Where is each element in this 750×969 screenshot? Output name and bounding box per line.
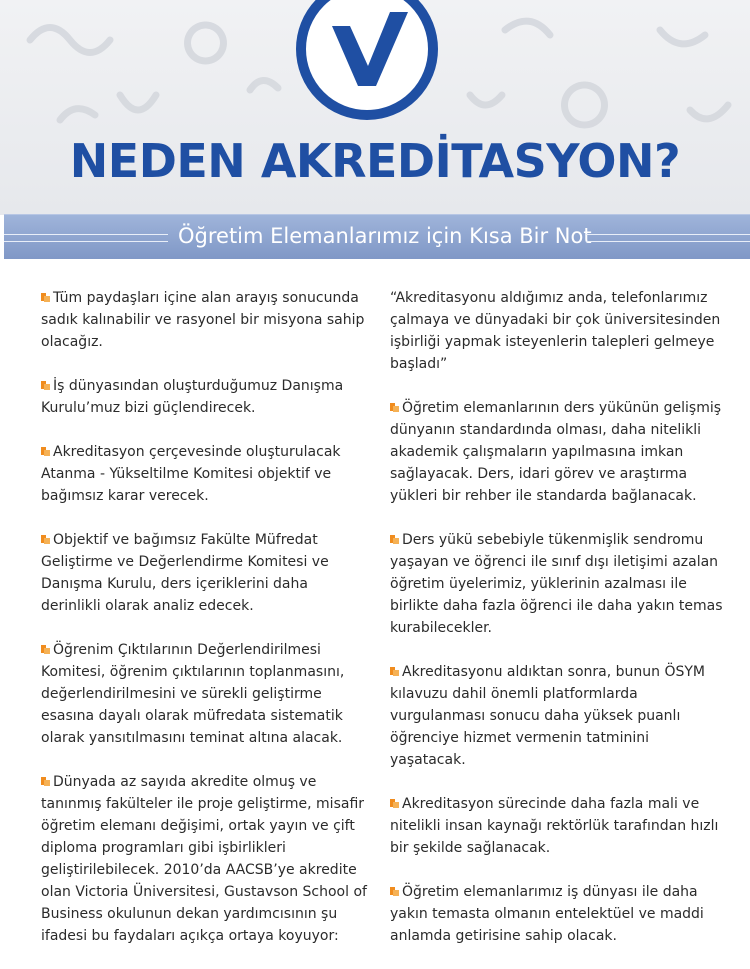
list-item: Ders yükü sebebiyle tükenmişlik sendromu yaşayan ve öğrenci ile sınıf dışı iletişimi azalan öğretim üyelerimiz, yüklerinin azalması ile birlikte daha fazla öğrenci ile daha yakın temas kurabilecekler.: [390, 532, 723, 636]
band-divider-left: [4, 234, 168, 242]
page-title: NEDEN AKREDİTASYON?: [69, 134, 681, 188]
subtitle: Öğretim Elemanlarımız için Kısa Bir Not: [178, 224, 592, 248]
checkmark-circle-icon: [292, 0, 442, 124]
list-item: Akreditasyon sürecinde daha fazla mali ve nitelikli insan kaynağı rektörlük tarafından hızlı bir şekilde sağlanacak.: [390, 796, 719, 856]
right-column: [390, 287, 725, 969]
band-divider-right: [586, 234, 750, 242]
list-item: Tüm paydaşları içine alan arayış sonucunda sadık kalınabilir ve rasyonel bir misyona sahip olacağız.: [41, 290, 365, 350]
list-item: Akreditasyon çerçevesinde oluşturulacak Atanma - Yükseltilme Komitesi objektif ve bağımsız karar verecek.: [41, 444, 341, 504]
list-item: Akreditasyonu aldıktan sonra, bunun ÖSYM kılavuzu dahil önemli platformlarda vurgulanması sonucu daha yüksek puanlı öğrenciye hizmet vermenin tatminini yaşatacak.: [390, 664, 706, 768]
list-item: Öğrenim Çıktılarının Değerlendirilmesi Komitesi, öğrenim çıktılarının toplanmasını, değerlendirilmesini ve sürekli geliştirme esasına dayalı olarak müfredata sistematik olarak yansıtılmasını teminat altına alacak.: [41, 642, 345, 746]
bullet-icon: [390, 887, 399, 896]
bullet-icon: [41, 293, 50, 302]
bullet-icon: [41, 777, 50, 786]
left-column: [41, 287, 371, 969]
bullet-icon: [390, 667, 399, 676]
bullet-icon: [41, 535, 50, 544]
bullet-icon: [390, 799, 399, 808]
bullet-icon: [41, 645, 50, 654]
list-item: Dünyada az sayıda akredite olmuş ve tanınmış fakülteler ile proje geliştirme, misafir öğretim elemanı değişimi, ortak yayın ve çift diploma programları gibi işbirlikleri geliştirilebilecek. 2010’da AACSB’ye akredite olan Victoria Üniversitesi, Gustavson School of Business okulunun dekan yardımcısının şu ifadesi bu faydaları açıkça ortaya koyuyor:: [41, 774, 367, 944]
quote-text: “Akreditasyonu aldığımız anda, telefonlarımız çalmaya ve dünyadaki bir çok üniversitesinden işbirliği yapmak isteyenlerin talepleri gelmeye başladı”: [390, 290, 721, 372]
bullet-icon: [390, 403, 399, 412]
bullet-icon: [41, 447, 50, 456]
subtitle-band: [4, 214, 750, 260]
bullet-icon: [390, 535, 399, 544]
list-item: İş dünyasından oluşturduğumuz Danışma Kurulu’muz bizi güçlendirecek.: [41, 378, 344, 416]
list-item: Objektif ve bağımsız Fakülte Müfredat Geliştirme ve Değerlendirme Komitesi ve Danışma Kurulu, ders içeriklerini daha derinlikli olarak analiz edecek.: [41, 532, 329, 614]
list-item: Öğretim elemanlarımız iş dünyası ile daha yakın temasta olmanın entelektüel ve maddi anlamda getirisine sahip olacak.: [390, 884, 704, 944]
bullet-icon: [41, 381, 50, 390]
list-item: Öğretim elemanlarının ders yükünün gelişmiş dünyanın standardında olması, daha nitelikli akademik çalışmaların yapılmasına imkan sağlayacak. Ders, idari görev ve araştırma yükleri bir rehber ile standarda bağlanacak.: [390, 400, 722, 504]
header-banner: [0, 0, 750, 215]
